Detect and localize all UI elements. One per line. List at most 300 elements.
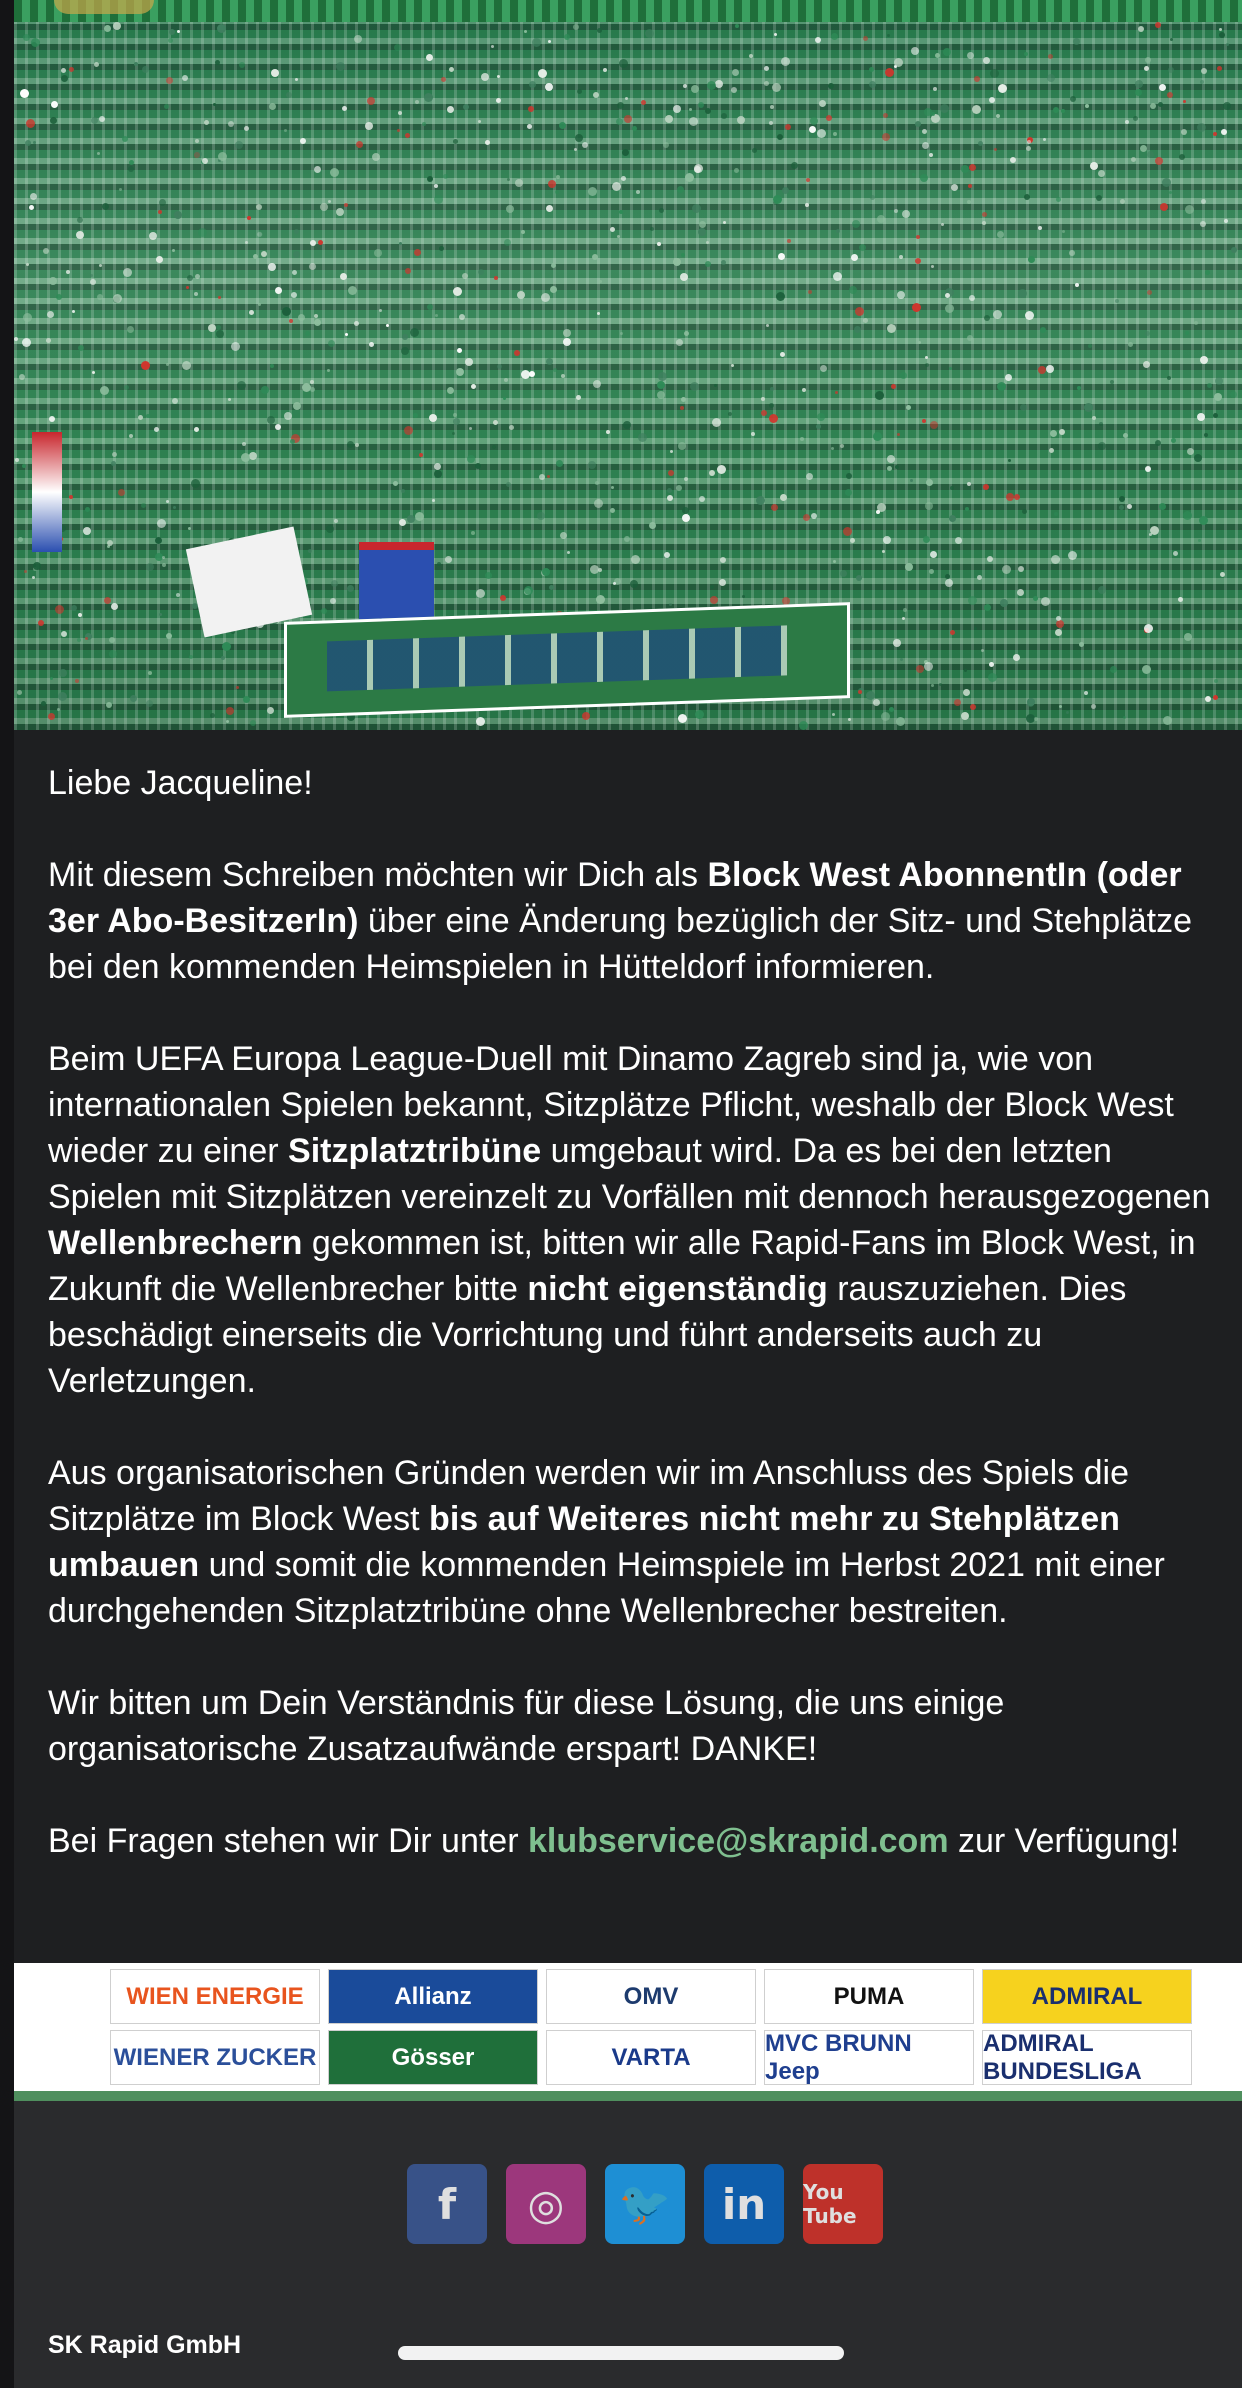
crowd-speck xyxy=(106,702,112,708)
crowd-speck xyxy=(787,239,791,243)
crowd-speck xyxy=(1066,711,1069,714)
crowd-speck xyxy=(667,488,672,493)
crowd-speck xyxy=(146,700,153,707)
sponsor-logo[interactable]: MVC BRUNN Jeep xyxy=(764,2030,974,2085)
crowd-speck xyxy=(1123,433,1128,438)
crowd-speck xyxy=(1061,109,1065,113)
crowd-speck xyxy=(275,287,282,294)
crowd-speck xyxy=(617,102,624,109)
crowd-speck xyxy=(453,287,462,296)
crowd-speck xyxy=(967,52,974,59)
crowd-speck xyxy=(1207,383,1212,388)
crowd-speck xyxy=(923,536,930,543)
crowd-speck xyxy=(1213,413,1218,418)
crowd-speck xyxy=(331,580,338,587)
crowd-speck xyxy=(401,347,409,355)
crowd-speck xyxy=(994,148,997,151)
crowd-speck xyxy=(709,470,715,476)
crowd-speck xyxy=(667,495,673,501)
crowd-speck xyxy=(275,424,281,430)
crowd-speck xyxy=(840,444,844,448)
crowd-speck xyxy=(521,230,525,234)
crowd-speck xyxy=(854,326,861,333)
crowd-speck xyxy=(155,537,162,544)
crowd-speck xyxy=(247,216,251,220)
crowd-speck xyxy=(859,244,866,251)
crowd-speck xyxy=(427,304,433,310)
crowd-speck xyxy=(24,570,27,573)
crowd-speck xyxy=(622,149,629,156)
crowd-speck xyxy=(1017,589,1024,596)
crowd-speck xyxy=(328,200,331,203)
crowd-speck xyxy=(690,382,699,391)
crowd-speck xyxy=(269,103,276,110)
crowd-speck xyxy=(598,568,602,572)
crowd-speck xyxy=(945,579,953,587)
crowd-speck xyxy=(684,477,688,481)
crowd-speck xyxy=(459,314,465,320)
crowd-speck xyxy=(800,437,804,441)
crowd-speck xyxy=(774,33,777,36)
crowd-speck xyxy=(256,204,262,210)
crowd-speck xyxy=(321,608,327,614)
crowd-speck xyxy=(48,713,55,720)
crowd-speck xyxy=(548,180,556,188)
sponsor-logo[interactable]: WIEN ENERGIE xyxy=(110,1969,320,2024)
crowd-speck xyxy=(996,114,1000,118)
crowd-speck xyxy=(138,415,143,420)
crowd-speck xyxy=(997,382,1006,391)
crowd-speck xyxy=(574,148,577,151)
sponsor-panel xyxy=(14,1963,1242,2091)
crowd-speck xyxy=(577,89,582,94)
crowd-speck xyxy=(109,637,115,643)
crowd-speck xyxy=(673,258,681,266)
crowd-speck xyxy=(620,332,623,335)
crowd-speck xyxy=(55,605,64,614)
crowd-speck xyxy=(876,510,880,514)
crowd-speck xyxy=(19,374,25,380)
crowd-speck xyxy=(1053,107,1059,113)
crowd-speck xyxy=(401,489,405,493)
crowd-speck xyxy=(226,707,234,715)
crowd-speck xyxy=(1091,704,1096,709)
footer xyxy=(14,2101,1242,2388)
crowd-speck xyxy=(1043,138,1046,141)
crowd-speck xyxy=(719,579,726,586)
crowd-speck xyxy=(413,413,418,418)
crowd-speck xyxy=(386,324,389,327)
crowd-speck xyxy=(493,420,498,425)
crowd-speck xyxy=(641,100,646,105)
crowd-speck xyxy=(920,174,928,182)
crowd-speck xyxy=(1194,321,1198,325)
crowd-speck xyxy=(699,496,705,502)
crowd-speck xyxy=(104,25,111,32)
crowd-speck xyxy=(621,176,626,181)
crowd-speck xyxy=(989,97,995,103)
crowd-speck xyxy=(912,303,921,312)
crowd-speck xyxy=(1162,178,1171,187)
crowd-speck xyxy=(348,286,357,295)
crowd-speck xyxy=(334,519,338,523)
crowd-speck xyxy=(955,537,962,544)
crowd-speck xyxy=(90,274,93,277)
crowd-speck xyxy=(216,325,221,330)
crowd-speck xyxy=(1200,356,1208,364)
crowd-speck xyxy=(447,387,454,394)
crowd-speck xyxy=(610,508,615,513)
crowd-speck xyxy=(426,54,433,61)
crowd-speck xyxy=(772,83,781,92)
crowd-speck xyxy=(20,89,29,98)
crowd-speck xyxy=(467,455,475,463)
crowd-speck xyxy=(162,556,165,559)
facebook-icon[interactable]: f xyxy=(407,2164,487,2244)
crowd-speck xyxy=(752,148,757,153)
crowd-speck xyxy=(1085,104,1089,108)
crowd-speck xyxy=(549,585,554,590)
crowd-speck xyxy=(419,453,423,457)
crowd-speck xyxy=(476,589,485,598)
crowd-speck xyxy=(528,106,534,112)
crowd-speck xyxy=(33,562,41,570)
crowd-speck xyxy=(429,414,437,422)
crowd-speck xyxy=(1099,422,1103,426)
paragraph-3: Aus organisatorischen Gründen werden wir im Anschluss des Spiels die Sitzplätze im Block West bis auf Weiteres nicht mehr zu Stehplätzen umbauen und somit die kommenden Heimspiele im Herbst 2021 mit einer durchgehenden Sitzplatztribüne ohne Wellenbrecher bestreiten. xyxy=(48,1454,1165,1630)
crowd-speck xyxy=(23,34,30,41)
crowd-speck xyxy=(548,40,551,43)
crowd-speck xyxy=(270,364,274,368)
crowd-speck xyxy=(676,485,682,491)
crowd-speck xyxy=(186,286,189,289)
crowd-speck xyxy=(770,387,774,391)
crowd-speck xyxy=(434,470,442,478)
linkedin-icon[interactable]: in xyxy=(704,2164,784,2244)
crowd-speck xyxy=(465,358,473,366)
crowd-speck xyxy=(808,290,812,294)
crowd-speck xyxy=(1127,504,1132,509)
crowd-speck xyxy=(546,358,553,365)
crowd-speck xyxy=(410,328,419,337)
crowd-speck xyxy=(963,689,970,696)
crowd-speck xyxy=(638,433,647,442)
crowd-speck xyxy=(881,712,890,721)
crowd-speck xyxy=(983,57,990,64)
crowd-speck xyxy=(99,116,105,122)
crowd-speck xyxy=(1026,146,1031,151)
crowd-speck xyxy=(1027,698,1035,706)
sponsor-logo[interactable]: ADMIRAL xyxy=(982,1969,1192,2024)
crowd-speck xyxy=(527,124,532,129)
crowd-speck xyxy=(721,113,727,119)
crowd-speck xyxy=(463,104,469,110)
crowd-speck xyxy=(582,712,590,720)
crowd-speck xyxy=(882,133,890,141)
crowd-speck xyxy=(130,695,137,702)
crowd-speck xyxy=(78,613,82,617)
crowd-speck xyxy=(806,473,813,480)
youtube-icon[interactable]: You Tube xyxy=(803,2164,883,2244)
crowd-speck xyxy=(113,22,121,30)
crowd-speck xyxy=(1226,43,1229,46)
crowd-speck xyxy=(902,210,910,218)
crowd-speck xyxy=(318,240,323,245)
crowd-speck xyxy=(599,280,602,283)
email-body xyxy=(48,760,1228,1910)
crowd-speck xyxy=(593,92,599,98)
crowd-speck xyxy=(929,153,933,157)
crowd-speck xyxy=(776,292,785,301)
sponsor-logo[interactable]: VARTA xyxy=(546,2030,756,2085)
crowd-speck xyxy=(943,48,951,56)
crowd-speck xyxy=(931,265,934,268)
crowd-speck xyxy=(863,36,868,41)
crowd-speck xyxy=(658,372,667,381)
crowd-speck xyxy=(1145,466,1151,472)
crowd-speck xyxy=(1205,696,1211,702)
crowd-speck xyxy=(810,117,818,125)
crowd-speck xyxy=(929,569,934,574)
crowd-speck xyxy=(476,717,485,726)
crowd-speck xyxy=(309,263,316,270)
crowd-speck xyxy=(50,117,57,124)
crowd-speck xyxy=(397,129,400,132)
crowd-speck xyxy=(453,139,458,144)
crowd-speck xyxy=(56,294,62,300)
crowd-speck xyxy=(848,718,851,721)
crowd-speck xyxy=(1047,74,1055,82)
crowd-speck xyxy=(355,443,359,447)
sponsor-logo[interactable]: Gösser xyxy=(328,2030,538,2085)
crowd-speck xyxy=(405,268,411,274)
crowd-speck xyxy=(166,77,173,84)
crowd-speck xyxy=(435,314,438,317)
crowd-speck xyxy=(294,229,299,234)
crowd-speck xyxy=(102,203,109,210)
crowd-speck xyxy=(967,200,971,204)
crowd-speck xyxy=(218,296,221,299)
crowd-speck xyxy=(407,515,415,523)
social-links xyxy=(407,2164,883,2244)
crowd-speck xyxy=(877,215,885,223)
crowd-speck xyxy=(852,220,860,228)
left-edge xyxy=(0,0,14,2388)
crowd-speck xyxy=(22,464,26,468)
crowd-speck xyxy=(691,85,699,93)
crowd-speck xyxy=(1143,361,1150,368)
crowd-speck xyxy=(166,363,169,366)
crowd-speck xyxy=(347,441,354,448)
email-link[interactable]: klubservice@skrapid.com xyxy=(527,1822,949,1860)
crowd-speck xyxy=(1169,191,1172,194)
crowd-speck xyxy=(336,62,345,71)
crowd-speck xyxy=(954,699,961,706)
crowd-speck xyxy=(43,248,49,254)
sponsor-logo[interactable]: Allianz xyxy=(328,1969,538,2024)
crowd-speck xyxy=(123,268,132,277)
crowd-speck xyxy=(216,330,224,338)
crowd-speck xyxy=(422,122,426,126)
crowd-speck xyxy=(1024,52,1028,56)
crowd-speck xyxy=(833,560,836,563)
crowd-speck xyxy=(66,270,70,274)
crowd-speck xyxy=(698,102,704,108)
crowd-speck xyxy=(603,68,607,72)
crowd-speck xyxy=(915,258,921,264)
crowd-speck xyxy=(61,75,68,82)
crowd-speck xyxy=(1167,92,1173,98)
crowd-speck xyxy=(993,310,1002,319)
crowd-speck xyxy=(720,557,726,563)
crowd-speck xyxy=(77,638,81,642)
sponsor-grid xyxy=(110,1969,1193,2085)
crowd-speck xyxy=(1018,566,1024,572)
crowd-speck xyxy=(951,184,958,191)
crowd-speck xyxy=(195,274,200,279)
crowd-speck xyxy=(817,129,826,138)
crowd-speck xyxy=(869,67,874,72)
sponsor-logo[interactable]: ADMIRAL BUNDESLIGA xyxy=(982,2030,1192,2085)
crowd-speck xyxy=(732,69,739,76)
crowd-speck xyxy=(782,187,789,194)
crowd-speck xyxy=(597,312,600,315)
home-indicator[interactable] xyxy=(398,2346,844,2360)
crowd-speck xyxy=(683,84,687,88)
crowd-speck xyxy=(828,83,834,89)
crowd-speck xyxy=(833,272,842,281)
crowd-speck xyxy=(367,97,375,105)
crowd-speck xyxy=(77,217,83,223)
crowd-speck xyxy=(228,121,234,127)
crowd-speck xyxy=(241,453,250,462)
crowd-speck xyxy=(97,152,100,155)
header-bar xyxy=(14,0,1242,22)
crowd-speck xyxy=(282,307,291,316)
crowd-speck xyxy=(785,124,791,130)
flag-left xyxy=(32,432,62,552)
crowd-speck xyxy=(213,103,216,106)
crowd-speck xyxy=(78,345,84,351)
crowd-speck xyxy=(159,199,166,206)
crowd-speck xyxy=(1022,509,1027,514)
crowd-speck xyxy=(1079,642,1084,647)
crowd-speck xyxy=(1056,616,1061,621)
crowd-speck xyxy=(485,140,490,145)
crowd-speck xyxy=(76,231,84,239)
club-crest xyxy=(54,0,154,14)
crowd-speck xyxy=(172,398,178,404)
crowd-speck xyxy=(537,512,545,520)
crowd-speck xyxy=(1200,80,1204,84)
crowd-speck xyxy=(950,486,954,490)
crowd-speck xyxy=(677,186,684,193)
crowd-speck xyxy=(769,403,774,408)
crowd-speck xyxy=(685,173,694,182)
crowd-speck xyxy=(222,642,231,651)
crowd-speck xyxy=(935,53,940,58)
crowd-speck xyxy=(819,100,826,107)
sponsor-logo[interactable]: PUMA xyxy=(764,1969,974,2024)
sponsor-logo[interactable]: OMV xyxy=(546,1969,756,2024)
crowd-speck xyxy=(969,295,975,301)
crowd-speck xyxy=(215,60,220,65)
crowd-speck xyxy=(588,461,596,469)
sponsor-logo[interactable]: WIENER ZUCKER xyxy=(110,2030,320,2085)
crowd-speck xyxy=(1204,433,1208,437)
crowd-speck xyxy=(157,519,166,528)
crowd-speck xyxy=(1183,511,1192,520)
crowd-speck xyxy=(1010,157,1016,163)
instagram-icon[interactable]: ◎ xyxy=(506,2164,586,2244)
crowd-speck xyxy=(188,527,191,530)
crowd-speck xyxy=(974,76,980,82)
crowd-speck xyxy=(1056,197,1061,202)
crowd-speck xyxy=(594,499,603,508)
crowd-speck xyxy=(625,97,628,100)
crowd-speck xyxy=(415,100,419,104)
crowd-speck xyxy=(18,537,23,542)
greeting: Liebe Jacqueline! xyxy=(48,764,313,802)
crowd-speck xyxy=(826,115,832,121)
crowd-speck xyxy=(903,608,907,612)
crowd-speck xyxy=(769,414,778,423)
crowd-speck xyxy=(764,81,769,86)
crowd-speck xyxy=(1219,28,1222,31)
crowd-speck xyxy=(174,211,182,219)
crowd-speck xyxy=(23,313,32,322)
crowd-speck xyxy=(244,126,249,131)
crowd-speck xyxy=(673,105,681,113)
crowd-speck xyxy=(682,514,690,522)
crowd-speck xyxy=(310,380,314,384)
crowd-speck xyxy=(1110,666,1117,673)
twitter-icon[interactable]: 🐦 xyxy=(605,2164,685,2244)
crowd-speck xyxy=(471,531,475,535)
crowd-speck xyxy=(61,68,66,73)
crowd-speck xyxy=(735,24,739,28)
crowd-speck xyxy=(1005,374,1012,381)
crowd-speck xyxy=(624,536,630,542)
crowd-speck xyxy=(897,433,900,436)
crowd-speck xyxy=(15,458,19,462)
crowd-speck xyxy=(437,562,441,566)
crowd-speck xyxy=(38,620,44,626)
crowd-speck xyxy=(122,136,128,142)
crowd-speck xyxy=(111,603,118,610)
crowd-speck xyxy=(670,450,673,453)
crowd-speck xyxy=(809,126,816,133)
crowd-speck xyxy=(191,479,200,488)
crowd-speck xyxy=(1027,140,1031,144)
crowd-speck xyxy=(328,340,335,347)
crowd-speck xyxy=(998,84,1007,93)
crowd-speck xyxy=(949,367,952,370)
crowd-speck xyxy=(128,166,134,172)
crowd-speck xyxy=(226,720,229,723)
crowd-speck xyxy=(846,473,852,479)
crowd-speck xyxy=(50,677,53,680)
crowd-speck xyxy=(496,98,501,103)
crowd-speck xyxy=(728,412,732,416)
crowd-speck xyxy=(715,80,723,88)
crowd-speck xyxy=(176,593,180,597)
crowd-speck xyxy=(831,447,834,450)
crowd-speck xyxy=(1051,555,1060,564)
crowd-speck xyxy=(22,338,31,347)
crowd-speck xyxy=(453,418,460,425)
crowd-speck xyxy=(71,605,77,611)
